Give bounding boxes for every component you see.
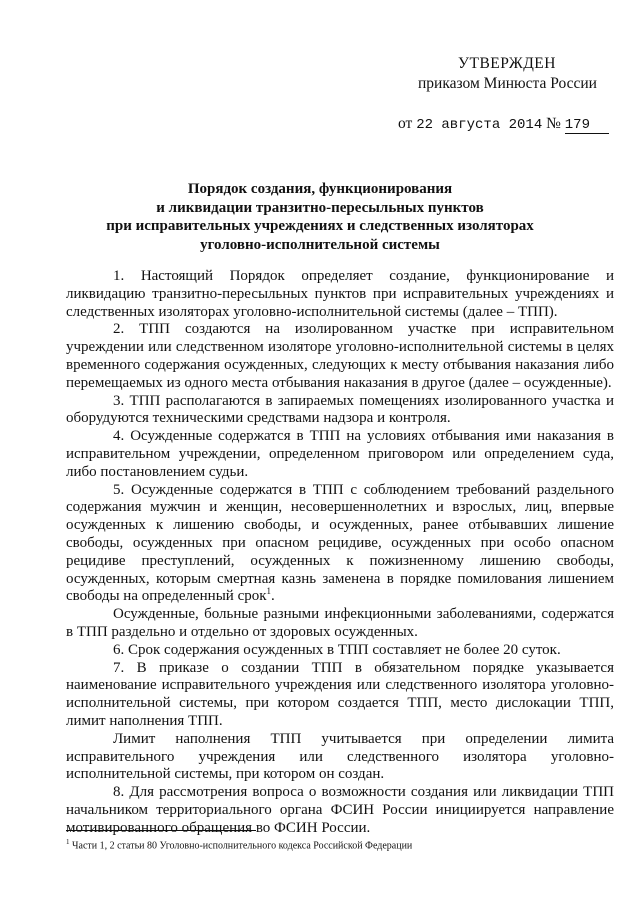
paragraph-2: 2. ТПП создаются на изолированном участке при исправительном учреждении или следственном изоляторе уголовно-исполнительной системы в целях временного содержания осужденных, следующих к месту отбывания наказания либо перемещаемых из одного места отбывания наказания в другое (далее – осужденные). <box>66 321 614 391</box>
paragraph-7-limit: Лимит наполнения ТПП учитывается при определении лимита исправительного учреждения или следственного изолятора уголовно-исполнительной системы, при котором он создан. <box>66 730 614 783</box>
footnote <box>66 838 412 851</box>
footnote-reference[interactable]: 1 <box>266 586 272 597</box>
order-number-sign: № <box>546 115 561 132</box>
paragraph-5-text: 5. Осужденные содержатся в ТПП с соблюдением требований раздельного содержания мужчин и женщин, несовершеннолетних и взрослых, лиц, впервые осужденных к лишению свободы, и осужденных, ранее отбывавших лишение свободы, осужденных при опасном рецидиве, осужденных при особо опасном рецидиве преступлений, осужденных к пожизненному лишению свободы, осужденных, которым смертная казнь заменена в порядке помилования лишением свободы на определенный срок <box>66 481 614 605</box>
footnote-mark: 1 <box>66 838 70 846</box>
paragraph-8: 8. Для рассмотрения вопроса о возможности создания или ликвидации ТПП начальником территориального органа ФСИН России инициируется направление мотивированного обращения во ФСИН России. <box>66 784 614 836</box>
order-number: 179 <box>565 117 609 134</box>
title-line: при исправительных учреждениях и следственных изоляторах <box>106 218 534 234</box>
paragraph-4: 4. Осужденные содержатся в ТПП на условиях отбывания ими наказания в исправительном учреждении, определенном приговором или определением суда, либо постановлением судьи. <box>66 428 614 480</box>
footnote-text: Части 1, 2 статьи 80 Уголовно-исполнительного кодекса Российской Федерации <box>72 840 413 852</box>
paragraph-3: 3. ТПП располагаются в запираемых помещениях изолированного участка и оборудуются техническими средствами надзора и контроля. <box>66 392 614 427</box>
paragraph-7: 7. В приказе о создании ТПП в обязательном порядке указывается наименование исправительного учреждения или следственного изолятора уголовно-исполнительной системы, при котором создается ТПП, место дислокации ТПП, лимит наполнения ТПП. <box>66 659 614 729</box>
title-line: Порядок создания, функционирования <box>187 181 453 197</box>
order-prefix: от <box>398 115 413 132</box>
approval-title: УТВЕРЖДЕН <box>458 55 556 72</box>
order-line <box>398 115 609 134</box>
approval-line: приказом Минюста России <box>418 75 597 92</box>
title-line: и ликвидации транзитно-пересыльных пунктов <box>156 199 484 216</box>
paragraph-5 <box>66 482 614 607</box>
order-date: 22 августа 2014 <box>416 117 543 133</box>
paragraph-1: 1. Настоящий Порядок определяет создание, функционирование и ликвидацию транзитно-пересыльных пунктов при исправительных учреждениях и следственных изоляторах уголовно-исполнительной системы (далее – ТПП). <box>66 268 614 320</box>
footnote-divider <box>66 830 256 831</box>
title-line: уголовно-исполнительной системы <box>200 236 440 253</box>
approval-stamp <box>388 54 628 94</box>
paragraph-6: 6. Срок содержания осужденных в ТПП составляет не более 20 суток. <box>113 641 561 658</box>
document-title <box>60 180 580 254</box>
paragraph-5-end: . <box>271 588 275 605</box>
paragraph-5-infectious: Осужденные, больные разными инфекционными заболеваниями, содержатся в ТПП раздельно и отдельно от здоровых осужденных. <box>66 606 614 640</box>
document-body <box>66 268 614 838</box>
